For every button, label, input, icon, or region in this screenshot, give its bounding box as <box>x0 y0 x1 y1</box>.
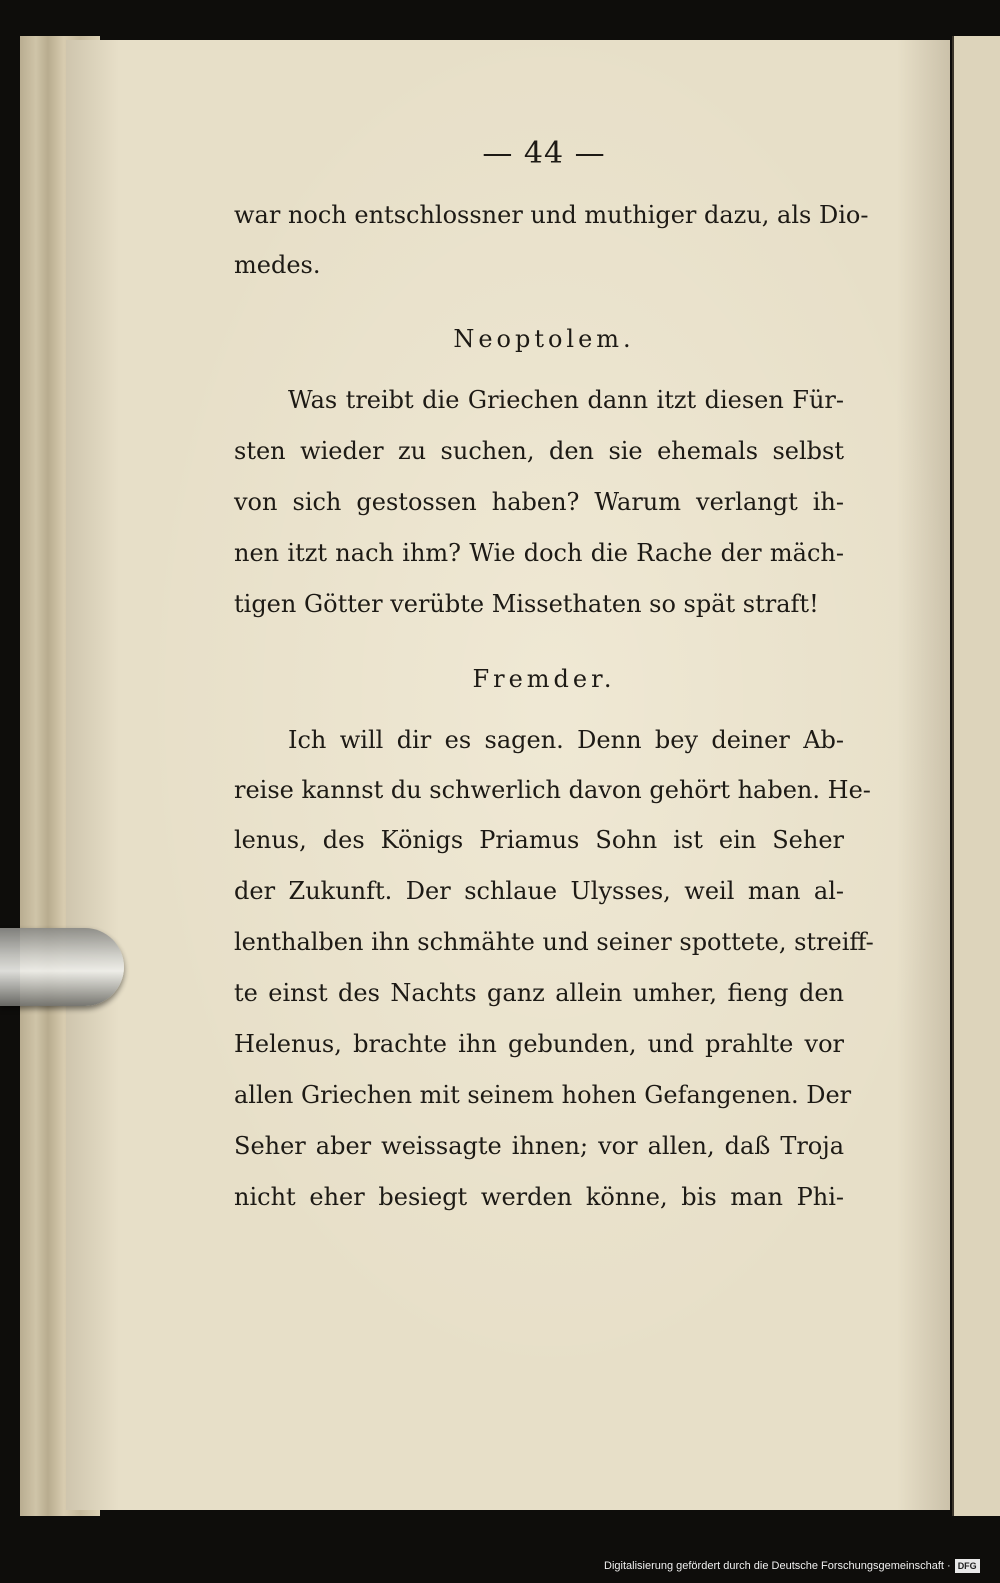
text-line: Ich will dir es sagen. Denn bey deiner Ab- <box>288 726 844 754</box>
speaker-heading: Fremder. <box>472 665 616 693</box>
text-line: der Zukunft. Der schlaue Ulysses, weil man al- <box>234 877 844 905</box>
text-line: Helenus, brachte ihn gebunden, und prahlte vor <box>234 1030 844 1058</box>
text-line: te einst des Nachts ganz allein umher, fieng den <box>234 979 844 1007</box>
text-line: sten wieder zu suchen, den sie ehemals selbst <box>234 437 844 465</box>
text-line: von sich gestossen haben? Warum verlangt ih- <box>234 488 844 516</box>
text-line: nen itzt nach ihm? Wie doch die Rache der mäch- <box>234 539 844 567</box>
text-line: reise kannst du schwerlich davon gehört haben. He- <box>234 776 871 804</box>
text-line: nicht eher besiegt werden könne, bis man Phi- <box>234 1183 844 1211</box>
digitization-credit <box>604 1556 1000 1576</box>
text-line: tigen Götter verübte Missethaten so spät straft! <box>234 590 819 618</box>
text-line: medes. <box>234 251 321 279</box>
text-line: lenthalben ihn schmähte und seiner spottete, streiff- <box>234 928 874 956</box>
page-number: — 44 — <box>482 136 606 171</box>
page-clip <box>0 928 124 1006</box>
text-line: lenus, des Königs Priamus Sohn ist ein Seher <box>234 826 844 854</box>
dfg-logo: DFG <box>955 1559 980 1573</box>
next-page-edge <box>952 36 1000 1516</box>
text-line: war noch entschlossner und muthiger dazu, als Dio- <box>234 201 869 229</box>
text-line: Seher aber weissagte ihnen; vor allen, daß Troja <box>234 1132 844 1160</box>
text-line: Was treibt die Griechen dann itzt diesen Für- <box>288 386 844 414</box>
text-line: allen Griechen mit seinem hohen Gefangenen. Der <box>234 1081 852 1109</box>
credit-text: Digitalisierung gefördert durch die Deutsche Forschungsgemeinschaft · <box>604 1560 951 1572</box>
speaker-heading: Neoptolem. <box>453 325 635 353</box>
